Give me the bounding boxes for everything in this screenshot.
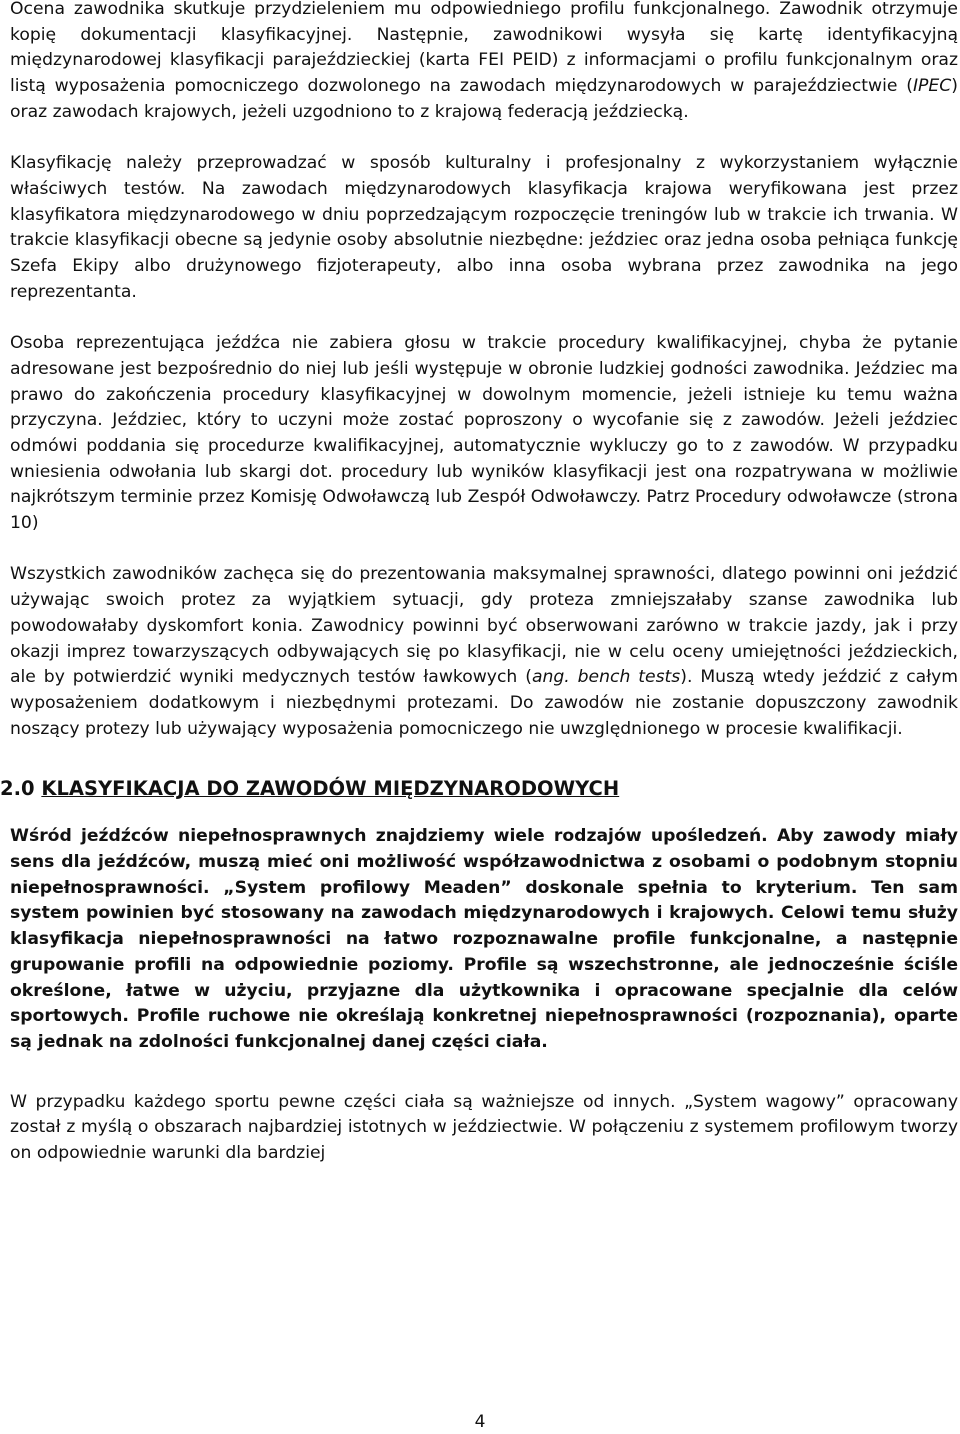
paragraph-text: Ocena zawodnika skutkuje przydzieleniem mu odpowiedniego profilu funkcjonalnego. Zawodnik otrzymuje kopię dokumentacji klasyfikacyjnej. Następnie, zawodnikowi wysyła się kartę identyfikacyjną międzynarodowej klasyfikacji parajeździeckiej (karta FEI PEID) z informacjami o profilu funkcjonalnym oraz listą wyposażenia pomocniczego dozwolonego na zawodach międzynarodowych w parajeździectwie (	[10, 0, 958, 97]
ipec-abbreviation: IPEC	[912, 76, 952, 97]
paragraph-weight-system: W przypadku każdego sportu pewne części ciała są ważniejsze od innych. „System wagowy” opracowany został z myślą o obszarach najbardziej istotnych w jeździectwie. W połączeniu z systemem profilowym tworzy on odpowiednie warunki dla bardziej	[10, 1091, 958, 1164]
paragraph-prostheses	[10, 562, 958, 742]
paragraph-meaden-system: Wśród jeźdźców niepełnosprawnych znajdziemy wiele rodzajów upośledzeń. Aby zawody miały sens dla jeźdźców, muszą mieć oni możliwość współzawodnictwa z osobami o podobnym stopniu niepełnosprawności. „System profilowy Meaden” doskonale spełnia to kryterium. Ten sam system powinien być stosowany na zawodach międzynarodowych i krajowych. Celowi temu służy klasyfikacja niepełnosprawności na łatwo rozpoznawalne profile funkcjonalne, a następnie grupowanie profili na odpowiednie poziomy. Profile są wszechstronne, ale jednocześnie ściśle określone, łatwe w użyciu, przyjazne dla użytkownika i opracowane specjalnie dla celów sportowych. Profile ruchowe nie określają konkretnej niepełnosprawności (rozpoznania), oparte są jednak na zdolności funkcjonalnej danej części ciała.	[10, 826, 958, 1052]
bench-tests-term: ang. bench tests	[531, 667, 681, 688]
paragraph-spacer	[10, 126, 958, 152]
paragraph-text: Wszystkich zawodników zachęca się do prezentowania maksymalnej sprawności, dlatego powinni oni jeździć używając swoich protez za wyjątkiem sytuacji, gdy proteza zmniejszałaby szanse zawodnika lub powodowałaby dyskomfort konia. Zawodnicy powinni być obserwowani zarówno w trakcie jazdy, jak i przy okazji imprez towarzyszących odbywających się po klasyfikacji, nie w celu oceny umiejętności jeździeckich, ale by potwierdzić wyniki medycznych testów ławkowych (	[10, 564, 958, 688]
paragraph-text-end: ) oraz zawodach krajowych, jeżeli uzgodniono to z krajową federacją jeździecką.	[10, 76, 958, 122]
section-spacer	[10, 742, 958, 776]
paragraph-spacer	[10, 1056, 958, 1090]
paragraph-spacer	[10, 305, 958, 331]
paragraph-text-end: ). Muszą wtedy jeździć z całym wyposażeniem dodatkowym i niezbędnymi protezami. Do zawodów nie zostanie dopuszczony zawodnik noszący protezy lub używający wyposażenia pomocniczego nie uwzględnionego w procesie kwalifikacji.	[10, 667, 958, 739]
paragraph-spacer	[10, 537, 958, 563]
section-title: KLASYFIKACJA DO ZAWODÓW MIĘDZYNARODOWYCH	[41, 777, 620, 801]
paragraph-classification-conduct: Klasyfikację należy przeprowadzać w sposób kulturalny i profesjonalny z wykorzystaniem wyłącznie właściwych testów. Na zawodach międzynarodowych klasyfikacja krajowa weryfikowana jest przez klasyfikatora międzynarodowego w dniu poprzedzającym rozpoczęcie treningów lub w trakcie ich trwania. W trakcie klasyfikacji obecne są jedynie osoby absolutnie niezbędne: jeździec oraz jedna osoba pełniąca funkcję Szefa Ekipy albo drużynowego fizjoterapeuty, albo inna osoba wybrana przez zawodnika na jego reprezentanta.	[10, 153, 958, 302]
paragraph-classification-result	[10, 0, 958, 126]
section-heading	[0, 776, 958, 802]
page-number: 4	[474, 1412, 486, 1432]
section-number: 2.0	[0, 777, 35, 801]
paragraph-representative: Osoba reprezentująca jeźdźca nie zabiera głosu w trakcie procedury kwalifikacyjnej, chyba że pytanie adresowane jest bezpośrednio do niej lub jeśli występuje w obronie ludzkiej godności zawodnika. Jeździec ma prawo do zakończenia procedury klasyfikacyjnej w dowolnym momencie, jeżeli istnieje ku temu ważna przyczyna. Jeździec, który to uczyni może zostać poproszony o wycofanie się z zawodów. Jeżeli jeździec odmówi poddania się procedurze kwalifikacyjnej, automatycznie wykluczy go to z zawodów. W przypadku wniesienia odwołania lub skargi dot. procedury lub wyników klasyfikacji jest ona rozpatrywana w możliwie najkrótszym terminie przez Komisję Odwoławczą lub Zespół Odwoławczy. Patrz Procedury odwoławcze (strona 10)	[10, 333, 958, 534]
paragraph-spacer	[10, 802, 958, 824]
